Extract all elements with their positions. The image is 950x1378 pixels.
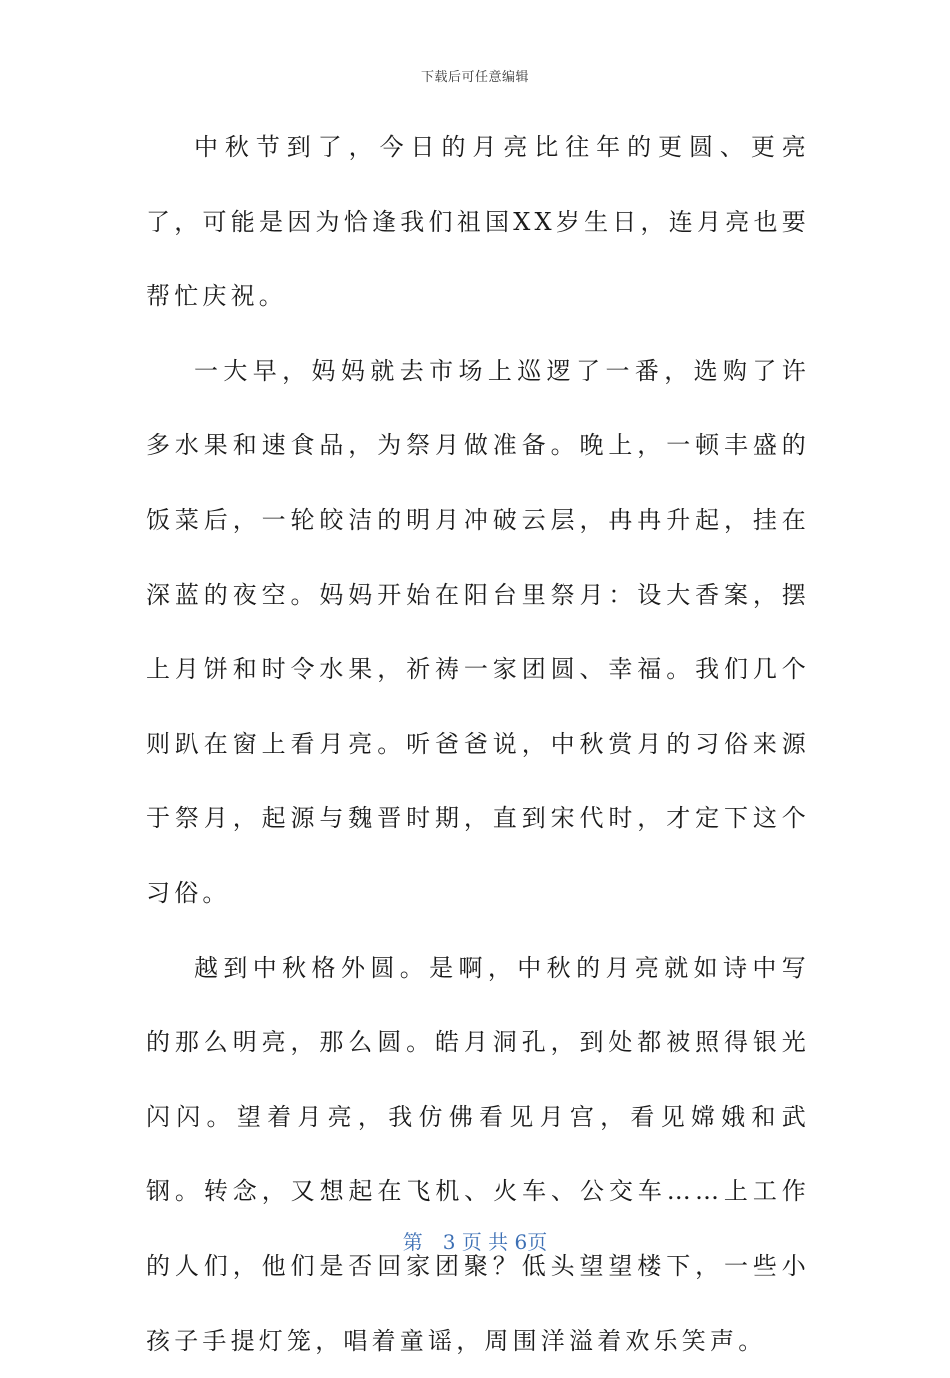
paragraph-2: 一大早，妈妈就去市场上巡逻了一番，选购了许多水果和速食品，为祭月做准备。晚上，一顿丰盛的饭菜后，一轮皎洁的明月冲破云层，冉冉升起，挂在深蓝的夜空。妈妈开始在阳台里祭月：设大香案，摆上月饼和时令水果，祈祷一家团圆、幸福。我们几个则趴在窗上看月亮。听爸爸说，中秋赏月的习俗来源于祭月，起源与魏晋时期，直到宋代时，才定下这个习俗。 [146,356,810,907]
page-number: 第 3 页 共 6页 [402,1230,548,1254]
document-body [146,110,810,1378]
paragraph-1: 中秋节到了，今日的月亮比往年的更圆、更亮了，可能是因为恰逢我们祖国XX岁生日，连月亮也要帮忙庆祝。 [146,133,810,311]
page-header: 下载后可任意编辑 [420,70,529,85]
paragraph-3: 越到中秋格外圆。是啊，中秋的月亮就如诗中写的那么明亮，那么圆。皓月洞孔，到处都被照得银光闪闪。望着月亮，我仿佛看见月宫，看见嫦娥和武钢。转念，又想起在飞机、火车、公交车……上工作的人们，他们是否回家团聚？低头望望楼下，一些小孩子手提灯笼，唱着童谣，周围洋溢着欢乐笑声。 [146,953,810,1355]
